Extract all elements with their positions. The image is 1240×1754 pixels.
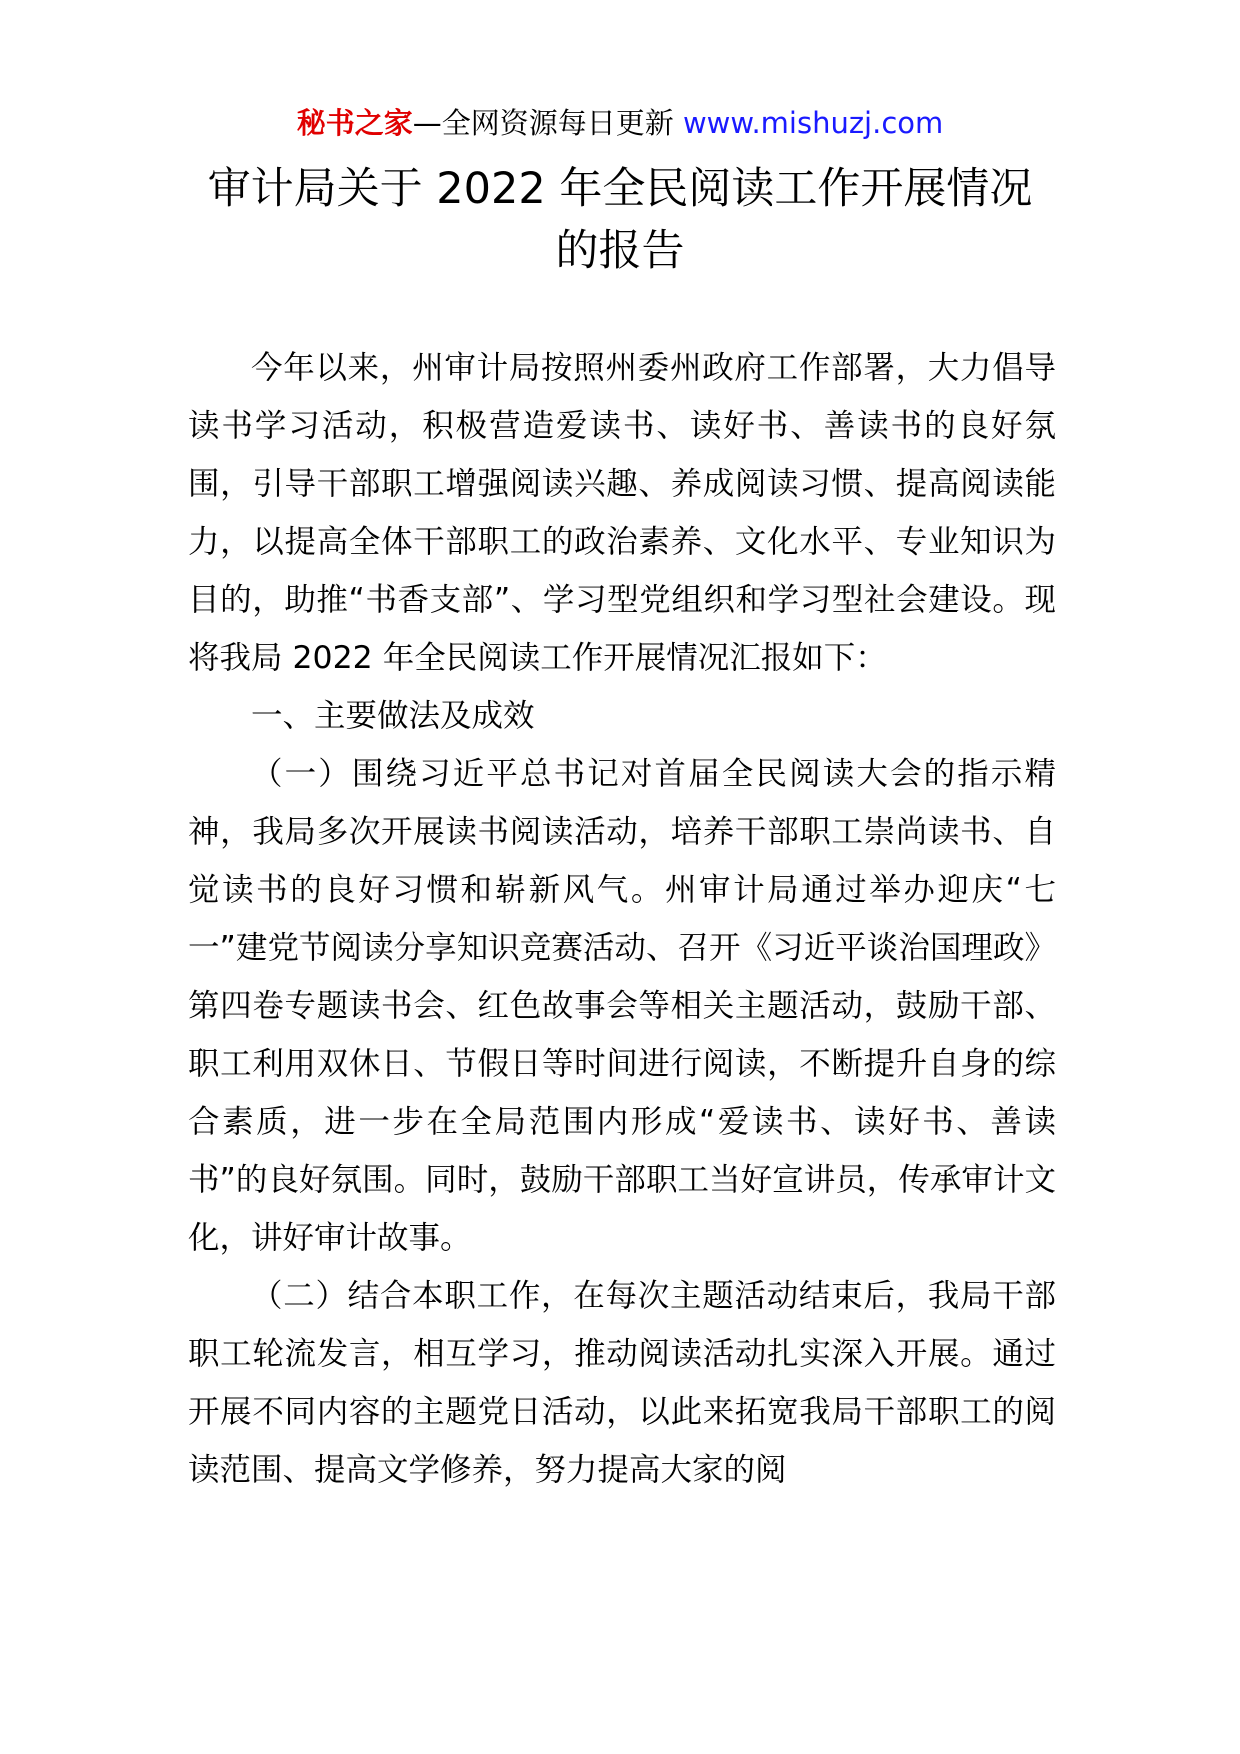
site-url[interactable]: www.mishuzj.com	[682, 106, 944, 140]
intro-paragraph: 今年以来，州审计局按照州委州政府工作部署，大力倡导读书学习活动，积极营造爱读书、读好书、善读书的良好氛围，引导干部职工增强阅读兴趣、养成阅读习惯、提高阅读能力，以提高全体干部职工的政治素养、文化水平、专业知识为目的，助推“书香支部”、学习型党组织和学习型社会建设。现将我局 2022 年全民阅读工作开展情况汇报如下：	[188, 350, 1056, 676]
site-header	[0, 103, 1240, 143]
document-body	[188, 339, 1056, 1499]
body-paragraph: （一）围绕习近平总书记对首届全民阅读大会的指示精神，我局多次开展读书阅读活动，培养干部职工崇尚读书、自觉读书的良好习惯和崭新风气。州审计局通过举办迎庆“七一”建党节阅读分享知识竞赛活动、召开《习近平谈治国理政》第四卷专题读书会、红色故事会等相关主题活动，鼓励干部、职工利用双休日、节假日等时间进行阅读，不断提升自身的综合素质，进一步在全局范围内形成“爱读书、读好书、善读书”的良好氛围。同时，鼓励干部职工当好宣讲员，传承审计文化，讲好审计故事。	[188, 756, 1056, 1256]
body-paragraph: （二）结合本职工作，在每次主题活动结束后，我局干部职工轮流发言，相互学习，推动阅读活动扎实深入开展。通过开展不同内容的主题党日活动，以此来拓宽我局干部职工的阅读范围、提高文学修养，努力提高大家的阅	[188, 1278, 1056, 1488]
section-heading: 一、主要做法及成效	[251, 698, 535, 734]
title-line-2: 的报告	[555, 226, 685, 276]
title-line-1: 审计局关于 2022 年全民阅读工作开展情况	[207, 164, 1033, 214]
brand-name: 秘书之家	[296, 106, 413, 140]
header-tagline: —全网资源每日更新	[412, 106, 683, 140]
document-title	[120, 158, 1120, 282]
